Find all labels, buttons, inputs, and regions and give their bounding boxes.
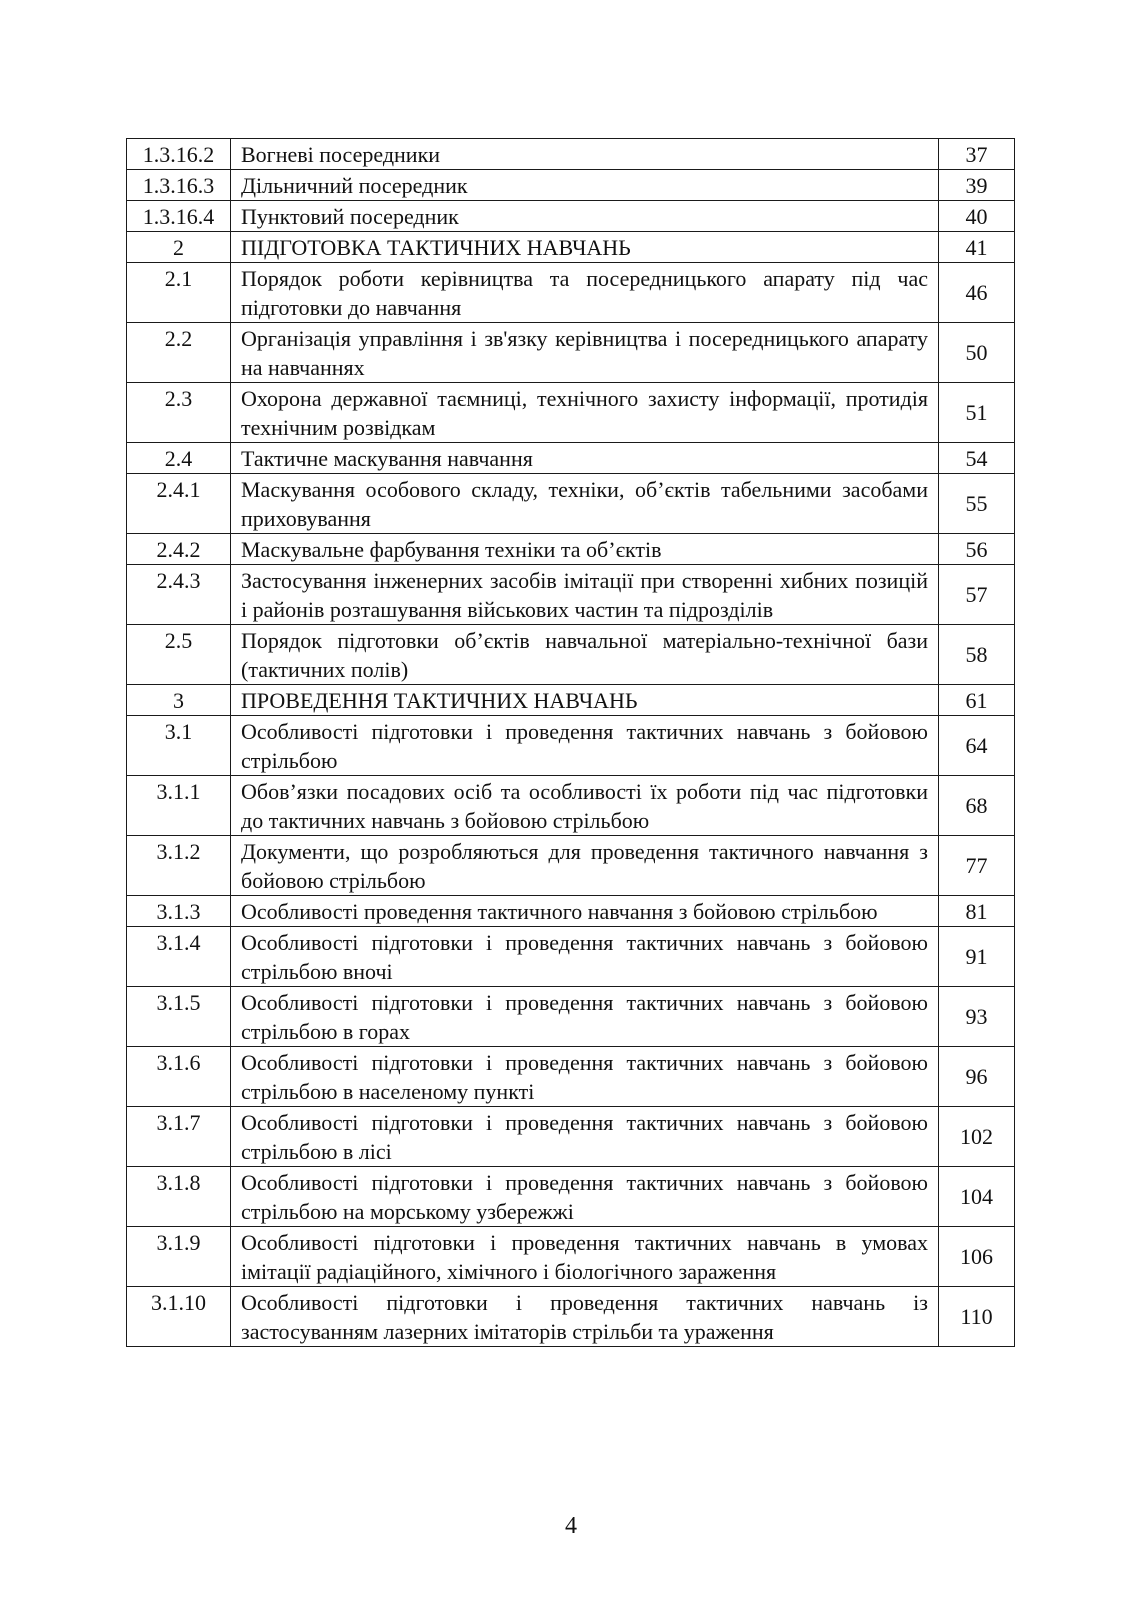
toc-title: Порядок роботи керівництва та посередницького апарату під час підготовки до навчання [231,263,939,323]
toc-row [127,263,1015,323]
toc-page: 57 [939,565,1015,625]
toc-number: 3 [127,685,231,716]
toc-number: 2.4.2 [127,534,231,565]
toc-title: Особливості підготовки і проведення тактичних навчань із застосуванням лазерних імітаторів стрільби та ураження [231,1287,939,1347]
toc-row [127,896,1015,927]
toc-page: 64 [939,716,1015,776]
toc-title: ПІДГОТОВКА ТАКТИЧНИХ НАВЧАНЬ [231,232,939,263]
toc-page: 56 [939,534,1015,565]
toc-title: Особливості підготовки і проведення тактичних навчань з бойовою стрільбою вночі [231,927,939,987]
toc-number: 2 [127,232,231,263]
toc-row [127,565,1015,625]
toc-title: Особливості підготовки і проведення тактичних навчань з бойовою стрільбою на морському узбережжі [231,1167,939,1227]
toc-page: 39 [939,170,1015,201]
toc-number: 2.4 [127,443,231,474]
toc-row [127,443,1015,474]
toc-title: Застосування інженерних засобів імітації при створенні хибних позицій і районів розташування військових частин та підрозділів [231,565,939,625]
toc-number: 3.1.2 [127,836,231,896]
toc-title: Документи, що розробляються для проведення тактичного навчання з бойовою стрільбою [231,836,939,896]
toc-row [127,685,1015,716]
toc-row [127,139,1015,170]
toc-title: Організація управління і зв'язку керівництва і посередницького апарату на навчаннях [231,323,939,383]
toc-title: Особливості підготовки і проведення тактичних навчань в умовах імітації радіаційного, хімічного і біологічного зараження [231,1227,939,1287]
toc-page: 106 [939,1227,1015,1287]
toc-row [127,383,1015,443]
toc-number: 2.4.3 [127,565,231,625]
toc-number: 2.2 [127,323,231,383]
toc-body [127,139,1015,1347]
toc-page: 77 [939,836,1015,896]
toc-number: 3.1.7 [127,1107,231,1167]
toc-row [127,474,1015,534]
toc-title: Дільничний посередник [231,170,939,201]
toc-title: Маскувальне фарбування техніки та об’єктів [231,534,939,565]
toc-row [127,776,1015,836]
toc-number: 3.1 [127,716,231,776]
toc-page: 46 [939,263,1015,323]
toc-title: Особливості підготовки і проведення тактичних навчань з бойовою стрільбою [231,716,939,776]
toc-row [127,1287,1015,1347]
toc-number: 1.3.16.2 [127,139,231,170]
toc-row [127,170,1015,201]
toc-number: 3.1.1 [127,776,231,836]
toc-page: 104 [939,1167,1015,1227]
toc-title: Порядок підготовки об’єктів навчальної матеріально-технічної бази (тактичних полів) [231,625,939,685]
toc-number: 3.1.9 [127,1227,231,1287]
toc-page: 68 [939,776,1015,836]
toc-title: Пунктовий посередник [231,201,939,232]
toc-page: 58 [939,625,1015,685]
toc-title: Особливості підготовки і проведення тактичних навчань з бойовою стрільбою в лісі [231,1107,939,1167]
toc-row [127,987,1015,1047]
toc-row [127,1227,1015,1287]
toc-number: 3.1.6 [127,1047,231,1107]
toc-row [127,323,1015,383]
table-of-contents [126,138,1015,1347]
toc-page: 110 [939,1287,1015,1347]
toc-page: 61 [939,685,1015,716]
toc-number: 1.3.16.3 [127,170,231,201]
toc-page: 96 [939,1047,1015,1107]
toc-page: 41 [939,232,1015,263]
toc-page: 51 [939,383,1015,443]
toc-row [127,201,1015,232]
toc-row [127,534,1015,565]
toc-page: 102 [939,1107,1015,1167]
toc-title: Маскування особового складу, техніки, об’єктів табельними засобами приховування [231,474,939,534]
toc-title: Тактичне маскування навчання [231,443,939,474]
toc-row [127,625,1015,685]
toc-title: Особливості підготовки і проведення тактичних навчань з бойовою стрільбою в горах [231,987,939,1047]
toc-title: Охорона державної таємниці, технічного захисту інформації, протидія технічним розвідкам [231,383,939,443]
page-number: 4 [565,1513,577,1539]
toc-number: 3.1.10 [127,1287,231,1347]
toc-row [127,232,1015,263]
toc-page: 40 [939,201,1015,232]
toc-number: 2.3 [127,383,231,443]
toc-row [127,1167,1015,1227]
toc-row [127,836,1015,896]
toc-page: 50 [939,323,1015,383]
toc-number: 2.5 [127,625,231,685]
toc-title: ПРОВЕДЕННЯ ТАКТИЧНИХ НАВЧАНЬ [231,685,939,716]
toc-number: 3.1.3 [127,896,231,927]
toc-row [127,716,1015,776]
toc-page: 91 [939,927,1015,987]
toc-number: 1.3.16.4 [127,201,231,232]
toc-number: 3.1.4 [127,927,231,987]
toc-row [127,1107,1015,1167]
toc-row [127,927,1015,987]
toc-number: 3.1.5 [127,987,231,1047]
toc-title: Особливості проведення тактичного навчання з бойовою стрільбою [231,896,939,927]
toc-number: 2.1 [127,263,231,323]
toc-number: 3.1.8 [127,1167,231,1227]
toc-page: 55 [939,474,1015,534]
toc-title: Обов’язки посадових осіб та особливості їх роботи під час підготовки до тактичних навчань з бойовою стрільбою [231,776,939,836]
toc-title: Особливості підготовки і проведення тактичних навчань з бойовою стрільбою в населеному пункті [231,1047,939,1107]
toc-page: 54 [939,443,1015,474]
toc-row [127,1047,1015,1107]
toc-number: 2.4.1 [127,474,231,534]
toc-page: 81 [939,896,1015,927]
toc-title: Вогневі посередники [231,139,939,170]
toc-page: 37 [939,139,1015,170]
toc-page: 93 [939,987,1015,1047]
